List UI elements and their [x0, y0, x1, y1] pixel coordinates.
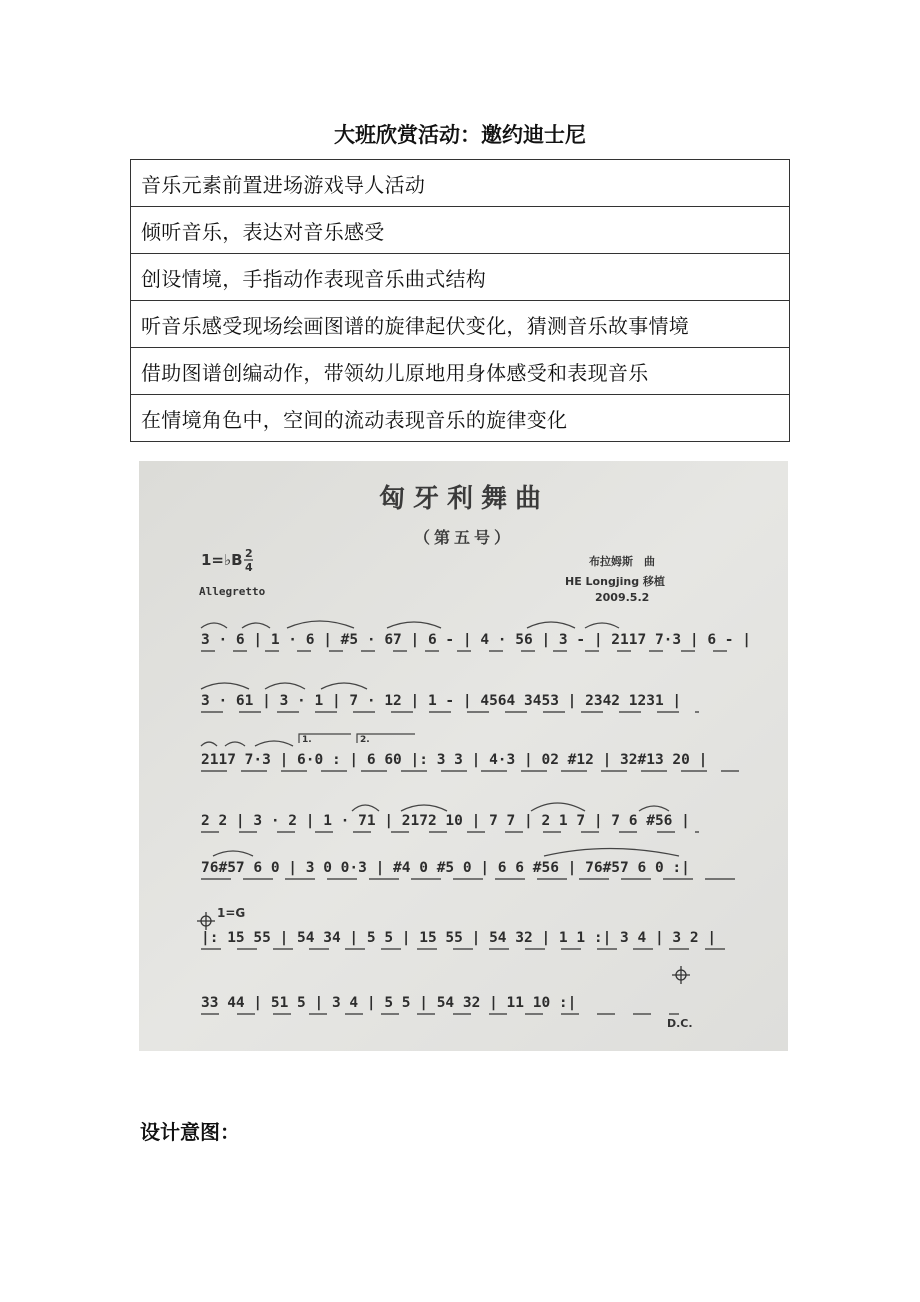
time-signature-top: 2 [245, 547, 253, 560]
arranger-credit: HE Longjing 移植 [565, 575, 665, 588]
tempo-marking: Allegretto [199, 585, 266, 598]
score-line-2: 3 · 61 | 3 · 1 | 7 · 12 | 1 - | 4564 3453 | 2342 1231 | [201, 693, 682, 709]
table-row [131, 395, 790, 442]
table-row [131, 301, 790, 348]
table-row [131, 348, 790, 395]
table-cell: 在情境角色中，空间的流动表现音乐的旋律变化 [131, 395, 790, 442]
volta-second-ending: 2. [360, 735, 370, 745]
score-line-1: 3 · 6 | 1 · 6 | #5 · 67 | 6 - | 4 · 56 | 3 - | 2117 7·3 | 6 - | [201, 632, 751, 648]
score-date: 2009.5.2 [595, 591, 650, 604]
time-signature-bottom: 4 [245, 561, 253, 574]
sheet-music-image [139, 461, 788, 1051]
table-cell: 听音乐感受现场绘画图谱的旋律起伏变化，猜测音乐故事情境 [131, 301, 790, 348]
score-line-3: 2117 7·3 | 6·0 : | 6 60 |: 3 3 | 4·3 | 02 #12 | 32#13 20 | [201, 752, 708, 768]
table-row [131, 160, 790, 207]
score-line-6: |: 15 55 | 54 34 | 5 5 | 15 55 | 54 32 | 1 1 :| 3 4 | 3 2 | [201, 930, 717, 946]
table-cell: 借助图谱创编动作，带领幼儿原地用身体感受和表现音乐 [131, 348, 790, 395]
page-title: 大班欣赏活动：邀约迪士尼 [334, 123, 586, 147]
design-intent-heading: 设计意图： [140, 1120, 240, 1144]
table-row [131, 207, 790, 254]
table-row [131, 254, 790, 301]
score-title: 匈牙利舞曲 [378, 484, 550, 514]
da-capo-marking: D.C. [667, 1017, 693, 1030]
score-line-7: 33 44 | 51 5 | 3 4 | 5 5 | 54 32 | 11 10 :| [201, 995, 577, 1011]
key-change: 1=G [217, 906, 246, 920]
composer-credit: 布拉姆斯 曲 [589, 555, 655, 568]
score-line-4: 2 2 | 3 · 2 | 1 · 71 | 2172 10 | 7 7 | 2 1 7 | 7 6 #56 | [201, 813, 690, 829]
score-subtitle: （第五号） [413, 528, 515, 547]
key-signature: 1=♭B [201, 551, 243, 569]
volta-first-ending: 1. [302, 735, 312, 745]
table-cell: 倾听音乐，表达对音乐感受 [131, 207, 790, 254]
activity-table [130, 159, 790, 442]
table-cell: 创设情境，手指动作表现音乐曲式结构 [131, 254, 790, 301]
score-line-5: 76#57 6 0 | 3 0 0·3 | #4 0 #5 0 | 6 6 #56 | 76#57 6 0 :| [201, 860, 690, 876]
table-cell: 音乐元素前置进场游戏导人活动 [131, 160, 790, 207]
